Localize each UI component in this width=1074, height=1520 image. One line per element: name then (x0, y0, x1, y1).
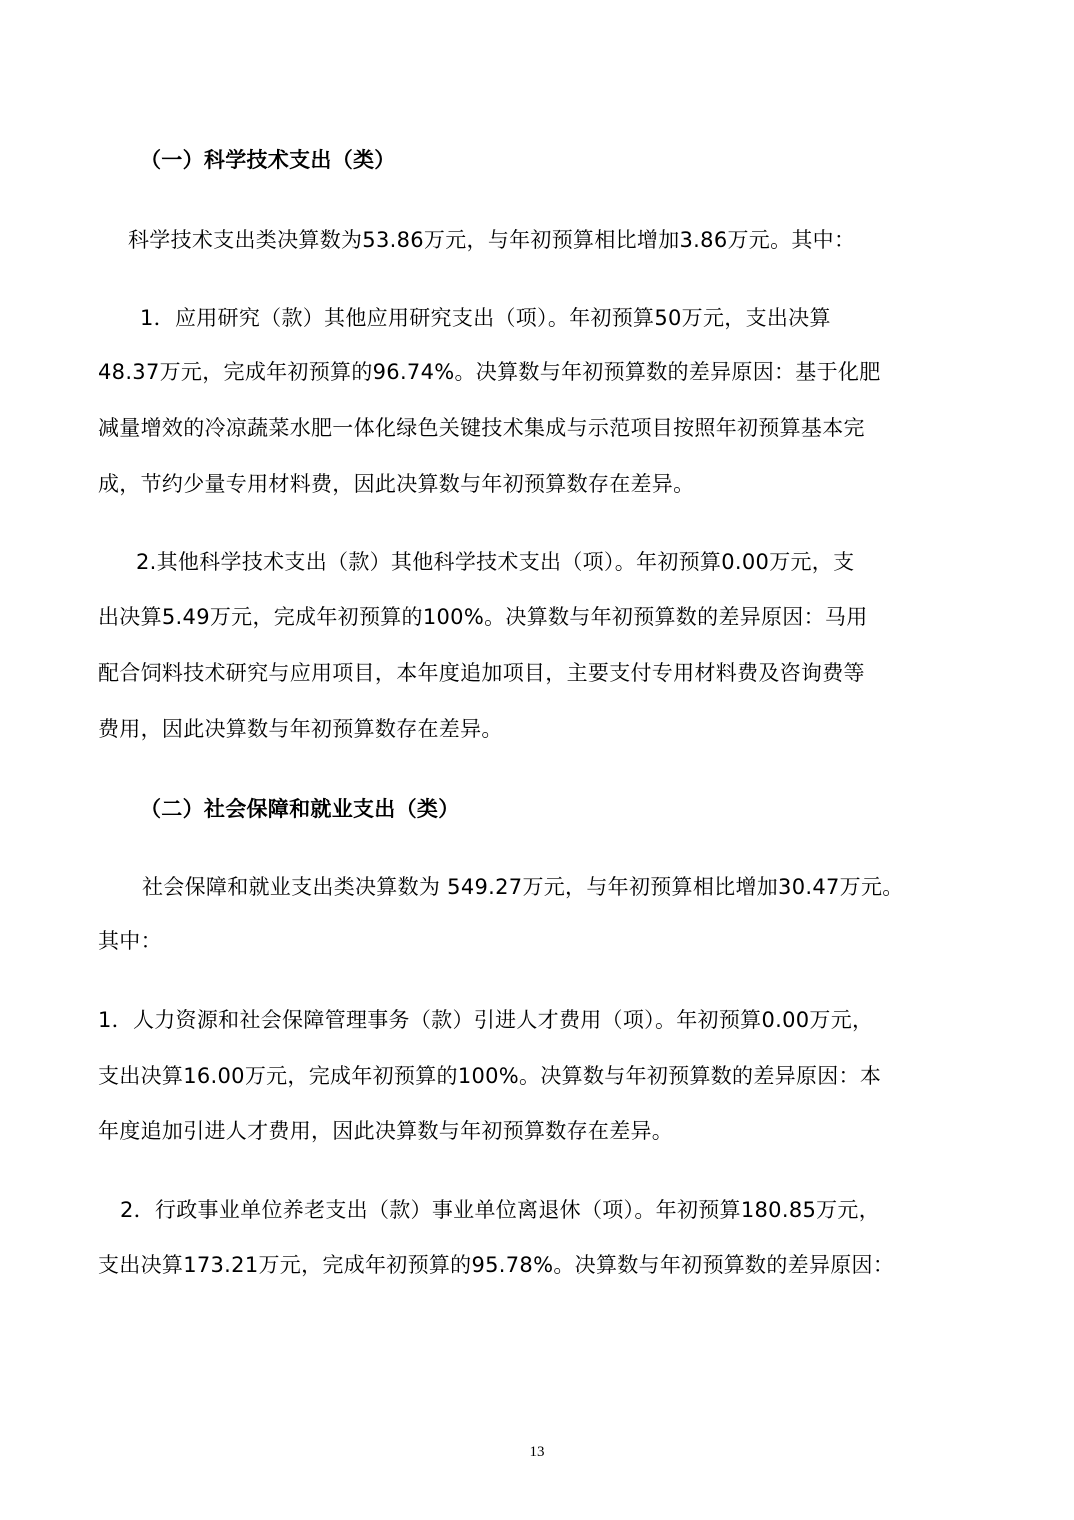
page-number: 13 (529, 1444, 545, 1460)
paragraph-line: 年度追加引进人才费用，因此决算数与年初预算数存在差异。 (98, 1119, 674, 1143)
paragraph-line: 1．应用研究（款）其他应用研究支出（项）。年初预算50万元，支出决算 (140, 306, 831, 330)
paragraph-line: 1．人力资源和社会保障管理事务（款）引进人才费用（项）。年初预算0.00万元， (98, 1008, 874, 1032)
paragraph-line: 支出决算16.00万元，完成年初预算的100%。决算数与年初预算数的差异原因：本 (98, 1064, 882, 1088)
paragraph-line: 配合饲料技术研究与应用项目，本年度追加项目，主要支付专用材料费及咨询费等 (98, 661, 865, 685)
section-summary: 其中： (98, 929, 162, 953)
paragraph-line: 费用，因此决算数与年初预算数存在差异。 (98, 717, 503, 741)
paragraph-line: 出决算5.49万元，完成年初预算的100%。决算数与年初预算数的差异原因：马用 (98, 605, 868, 629)
section-heading: （一）科学技术支出（类） (140, 148, 396, 172)
section-summary: 科学技术支出类决算数为53.86万元，与年初预算相比增加3.86万元。其中： (128, 228, 856, 252)
paragraph-line: 2.其他科学技术支出（款）其他科学技术支出（项）。年初预算0.00万元，支 (136, 550, 855, 574)
section-heading: （二）社会保障和就业支出（类） (140, 797, 460, 821)
paragraph-line: 支出决算173.21万元，完成年初预算的95.78%。决算数与年初预算数的差异原因： (98, 1253, 895, 1277)
paragraph-line: 2．行政事业单位养老支出（款）事业单位离退休（项）。年初预算180.85万元， (120, 1198, 881, 1222)
paragraph-line: 成，节约少量专用材料费，因此决算数与年初预算数存在差异。 (98, 472, 695, 496)
section-summary: 社会保障和就业支出类决算数为 549.27万元，与年初预算相比增加30.47万元。 (142, 875, 904, 899)
paragraph-line: 48.37万元，完成年初预算的96.74%。决算数与年初预算数的差异原因：基于化肥 (98, 360, 881, 384)
paragraph-line: 减量增效的冷凉蔬菜水肥一体化绿色关键技术集成与示范项目按照年初预算基本完 (98, 416, 865, 440)
